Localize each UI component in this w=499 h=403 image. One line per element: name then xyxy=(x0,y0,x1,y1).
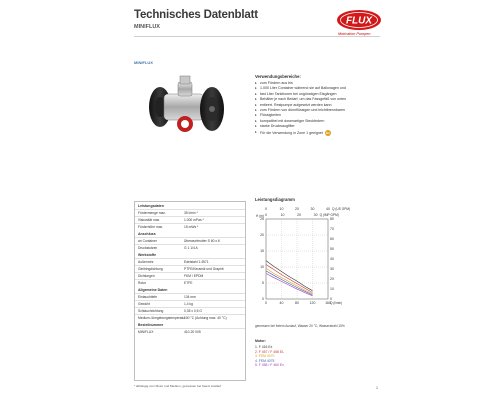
list-item: ▸ Behälter je nach Bedarf, um das Fassgefäß von unten xyxy=(255,97,375,102)
spec-key: Fördermenge max. xyxy=(138,211,166,215)
list-item: ▸ entleert. Restpumpe aufgesetzt werden kann xyxy=(255,103,375,108)
x-top-tick-label: 0 xyxy=(265,207,267,211)
x-top2-tick-label: 10 xyxy=(280,213,285,217)
spec-key: Dichtungen xyxy=(138,274,155,278)
table-row xyxy=(135,307,245,314)
y-right-tick-label: 70 xyxy=(330,227,334,232)
spec-section-title: Bestellnummer xyxy=(138,323,164,327)
list-item: ▸ zum Fördern von dünnflüssigen und leichtbrennbaren xyxy=(255,108,375,113)
spec-value: 15 mWs * xyxy=(184,225,199,229)
y-right-tick-label: 80 xyxy=(330,217,334,222)
spec-key: MINIFLUX xyxy=(138,330,154,334)
chart-title: Leistungsdiagramm xyxy=(255,197,295,202)
spec-value: 1.000 mPas * xyxy=(184,218,204,222)
spec-section-title: Leistungsdaten xyxy=(138,204,164,208)
logo-tagline: Motivation Pumpen xyxy=(338,32,371,36)
spec-value: 410-20 005 xyxy=(184,330,201,334)
list-item: ▸ kompatibel mit dosenartiger Steckfedern xyxy=(255,119,375,124)
spec-value: PTFE/Keramik und Graphit xyxy=(184,267,224,271)
x-top2-tick-label: 20 xyxy=(297,213,302,217)
y-tick-label: 5 xyxy=(262,281,264,286)
motor-item: 1. F 416 Ex xyxy=(255,345,273,349)
x-tick-label: 40 xyxy=(279,301,284,305)
chart-caption: gemessen bei freiem Auslauf, Wasser 20 °C, Wasserstrahl 15% xyxy=(255,324,345,328)
document-title: Technisches Datenblatt xyxy=(134,9,258,21)
x-top2-tick-label: 0 xyxy=(265,213,267,217)
spec-value: 134 mm xyxy=(184,295,196,299)
table-row xyxy=(135,216,245,223)
y-right-tick-label: 20 xyxy=(330,277,334,282)
list-item: ▸ 1.000 Liter Container während sie auf Ballonagen und xyxy=(255,86,375,91)
spec-key: Druckstutzen xyxy=(138,246,158,250)
y-tick-label: 15 xyxy=(260,249,264,254)
spec-section-title: Allgemeine Daten xyxy=(138,288,168,292)
y-tick-label: 20 xyxy=(260,233,264,238)
logo-text: FLUX xyxy=(345,15,373,27)
motor-title: Motor: xyxy=(255,339,266,343)
table-row xyxy=(135,265,245,272)
x-top-tick-label: 40 xyxy=(326,207,330,211)
applications-title: Verwendungsbereiche: xyxy=(255,74,301,79)
motor-item: 5. F 458 / F 460 Ex xyxy=(255,363,284,368)
x-top2-axis-label: Q (IMP GPM) xyxy=(319,213,339,217)
table-row xyxy=(135,272,245,279)
y-right-tick-label: 0 xyxy=(330,297,332,302)
model-label: MINIFLUX xyxy=(134,60,153,65)
x-tick-label: 80 xyxy=(295,301,299,305)
flux-logo xyxy=(336,8,382,32)
header-divider xyxy=(134,36,380,37)
y-right-tick-label: 60 xyxy=(330,237,334,242)
table-row xyxy=(135,244,245,251)
motor-list xyxy=(255,345,284,368)
list-item: ▸ fast Liter Tanktionen bei ungünstigen Eisgängen xyxy=(255,92,375,97)
spec-key: Rotor xyxy=(138,281,147,285)
spec-key: Gewicht xyxy=(138,302,150,306)
spec-section-title: Werkstoffe xyxy=(138,253,157,257)
y-tick-label: 25 xyxy=(260,217,264,222)
spec-value: FKM / EPDM xyxy=(184,274,204,278)
spec-key: an Container xyxy=(138,239,157,243)
performance-chart xyxy=(252,203,372,321)
spec-key: Gleitringdichtung xyxy=(138,267,163,271)
list-item-text: Für die Verwendung in Zone 1 geeignet xyxy=(260,130,323,135)
spec-key: Außenrohr xyxy=(138,260,154,264)
spec-key: Förderhöhe max. xyxy=(138,225,164,229)
x-tick-label: 120 xyxy=(309,301,316,305)
y-axis-label: H (m) xyxy=(256,214,264,218)
spec-value: ETFE xyxy=(184,281,193,285)
list-item xyxy=(255,130,375,136)
table-row xyxy=(135,258,245,265)
spec-value: G 1 1/4 A xyxy=(184,246,198,250)
table-row xyxy=(135,300,245,307)
y-tick-label: 0 xyxy=(262,297,264,302)
x-top2-tick-label: 30 xyxy=(313,213,318,217)
y-right-tick-label: 10 xyxy=(330,287,334,292)
spec-value: 100 °C (Achtung max. 40 °C) xyxy=(184,316,227,320)
x-tick-label: 0 xyxy=(265,301,267,305)
table-row xyxy=(135,293,245,300)
spec-table xyxy=(134,201,246,381)
spec-value: Überwurfmutter S 60 x 6 xyxy=(184,239,220,243)
x-top-tick-label: 30 xyxy=(310,207,315,211)
spec-key: Viskosität max. xyxy=(138,218,161,222)
spec-value: 35 l/min * xyxy=(184,211,198,215)
spec-key: Eintauchtiefe xyxy=(138,295,158,299)
list-item: ▸ zum Fördern aus bis xyxy=(255,81,375,86)
table-row xyxy=(135,328,245,335)
list-item: ▸ Flüssigkeiten xyxy=(255,113,375,118)
applications-list xyxy=(255,81,375,136)
ex-icon: Ex xyxy=(326,130,330,135)
y-right-tick-label: 50 xyxy=(330,247,334,252)
motor-item: 3. FEM 4070 xyxy=(255,354,275,359)
spec-section-title: Anschluss xyxy=(138,232,156,236)
x-axis-label: Q (l/min) xyxy=(330,301,343,305)
x-top-axis-label: Q (US GPM) xyxy=(332,207,351,211)
page-number: 1 xyxy=(376,386,378,390)
y-tick-label: 10 xyxy=(260,265,264,270)
table-row xyxy=(135,209,245,216)
table-row xyxy=(135,237,245,244)
x-top-tick-label: 20 xyxy=(295,207,299,211)
table-row xyxy=(135,279,245,286)
y-right-tick-label: 40 xyxy=(330,257,334,262)
document-subtitle: MINIFLUX xyxy=(134,24,160,30)
spec-value: 1,4 kg xyxy=(184,302,193,306)
spec-value: 0,35 x 0,5 G xyxy=(184,309,202,313)
footnote: * abhängig vom Motor und Medium, gemessen bei freiem Auslauf xyxy=(134,384,221,388)
spec-value: Edelstahl 1.4571 xyxy=(184,260,209,264)
pump-product-image xyxy=(140,72,240,152)
table-row xyxy=(135,223,245,230)
list-item: ▸ starke Drucksaugfilter xyxy=(255,124,375,129)
table-row xyxy=(135,314,245,321)
x-top-tick-label: 10 xyxy=(279,207,284,211)
spec-key: Medium-/Umgebungstemperatur xyxy=(138,316,186,320)
motor-item: 4. FEM 4075 xyxy=(255,358,275,363)
spec-key: Schlauchrichtung xyxy=(138,309,164,313)
y-right-tick-label: 30 xyxy=(330,267,334,272)
x-tick-label: 160 xyxy=(325,301,331,305)
motor-item: 2. F 457 / F 458 EL xyxy=(255,349,285,354)
